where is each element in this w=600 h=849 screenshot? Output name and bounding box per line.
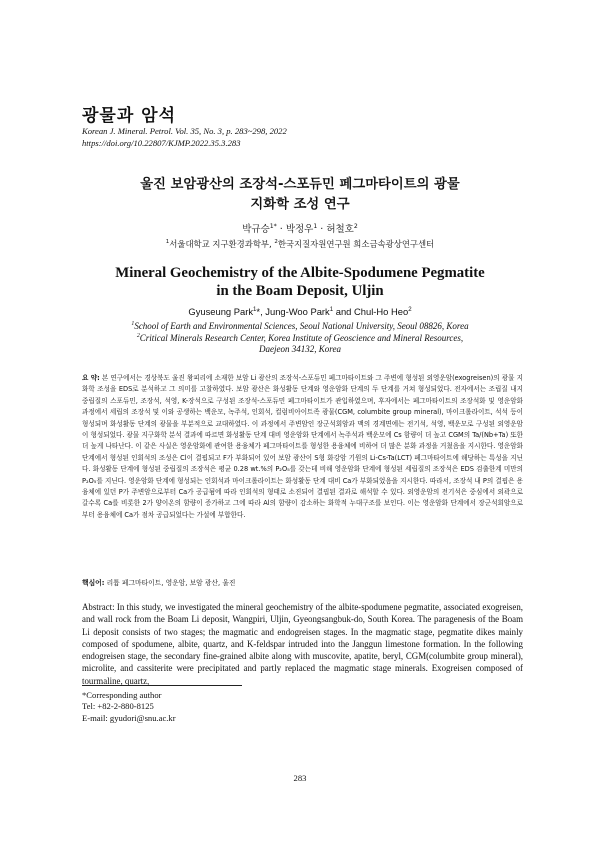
author-name: 박정우 (285, 224, 314, 235)
authors-english (0, 306, 600, 317)
citation-line: Korean J. Mineral. Petrol. Vol. 35, No. 3, p. 283~298, 2022 (82, 126, 287, 136)
footnote-line: Tel: +82-2-880-8125 (82, 701, 154, 712)
author-mark: 1 (313, 222, 318, 230)
page-number: 283 (293, 773, 307, 783)
footnote (82, 690, 176, 724)
title-english-line1: Mineral Geochemistry of the Albite-Spodumene Pegmatite (115, 265, 485, 281)
author-name: 박규승 (242, 224, 270, 235)
affiliation-text: 서울대학교 지구환경과학부, (169, 239, 275, 249)
keywords-korean (82, 577, 523, 587)
affiliation-korean (0, 238, 600, 250)
affiliation-mark: 1 (165, 239, 170, 246)
affiliation-line (0, 321, 600, 333)
author-mark: 2 (408, 305, 412, 313)
author-separator: · (317, 224, 327, 235)
author-mark: 1 (329, 305, 334, 313)
affiliation-english (0, 321, 600, 356)
keywords-body: 리튬 페그마타이트, 영운암, 보암 광산, 울진 (104, 579, 236, 587)
author-name: Chul-Ho Heo (354, 306, 409, 317)
abstract-english-label: Abstract: (82, 602, 115, 612)
affiliation-line: Daejeon 34132, Korea (259, 344, 341, 354)
author-separator: and (333, 306, 354, 317)
abstract-korean (82, 373, 523, 521)
author-separator: · (276, 224, 286, 235)
affiliation-text: Critical Minerals Research Center, Korea Institute of Geoscience and Mineral Resources, (139, 332, 464, 343)
author-mark: 1* (269, 222, 277, 230)
footnote-line: *Corresponding author (82, 690, 162, 700)
abstract-english (82, 601, 523, 687)
authors-korean (0, 221, 600, 235)
affiliation-mark: 2 (274, 239, 278, 246)
affiliation-mark: 2 (136, 332, 140, 339)
title-english (0, 265, 600, 300)
abstract-korean-label: 요 약: (82, 374, 100, 382)
affiliation-line (0, 333, 600, 345)
author-separator: , (260, 306, 266, 317)
title-korean (0, 175, 600, 215)
title-english-line2: in the Boam Deposit, Uljin (216, 282, 384, 299)
footnote-email[interactable]: E-mail: gyudori@snu.ac.kr (82, 712, 176, 723)
abstract-english-body: In this study, we investigated the mineral geochemistry of the albite-spodumene pegmatite, associated exogreisen, and wall rock from the Boam Li deposit, Wangpiri, Uljin, Gyeongsangbuk-do, South Korea. The paragenesis of the Boam Li deposit consists of two stages; the magmatic and endogreisen stages. In the magmatic stage, pegmatite dikes mainly composed of spodumene, albite, quartz, and K-feldspar intruded into the Janggun limestone formation. In the following endogreisen stage, the secondary fine-grained albite along with muscovite, apatite, beryl, CGM(columbite group mineral), microlite, and cassiterite were precipitated and partly replaced the magmatic stage minerals. Exogreisen composed of tourmaline, quartz, (82, 602, 523, 686)
citation (82, 126, 287, 149)
journal-name: 광물과 암석 (82, 106, 177, 126)
doi-link[interactable]: https://doi.org/10.22807/KJMP.2022.35.3.283 (82, 137, 241, 148)
author-name: 허철호 (326, 224, 354, 235)
author-name: Gyuseung Park (188, 306, 254, 317)
abstract-korean-body: 본 연구에서는 경상북도 울진 왕피리에 소재한 보암 Li 광산의 조장석-스포듀민 페그마타이트와 그 주변에 형성된 외영운암(exogreisen)의 광물 지화학 조성을 EDS로 분석하고 그 의미를 고찰하였다. 보암 광산은 화성활동 단계와 영운암화 단계의 두 단계를 거쳐 형성되었다. 전자에서는 조립질 내지 중립질의 스포듀민, 조장석, 석영, K-장석으로 구성된 조장석-스포듀민 페그마타이트가 관입하였으며, 후자에서는 페그마타이트의 조장석화 및 영운암화 과정에서 세립의 조장석 및 이와 공생하는 백운모, 녹주석, 인회석, 컬럼비아이트족 광물(CGM, columbite group mineral), 마이크롤라이트, 석석 등이 형성되며 화성활동 단계의 광물을 부분적으로 교대하였다. 이 과정에서 주변암인 장군석회암과 맥의 경계면에는 전기석, 석영, 백운모로 구성된 외영운암이 형성되었다. 광물 지구화학 분석 결과에 따르면 화성활동 단계 대비 영운암화 단계에서 녹주석과 백운모에 Cs 함량이 더 높고 CGM의 Ta/(Nb+Ta) 또한 더 높게 나타난다. 이 같은 사실은 영운암화에 관여한 용융체가 페그마타이트를 형성한 용융체에 비하여 더 많은 분화 과정을 거쳤음을 지시한다. 영운암화 단계에서 형성된 인회석의 조성은 Cl이 결핍되고 F가 부화되어 있어 보암 광산이 S형 화강암 기원의 Li-Cs-Ta(LCT) 페그마타이트에 해당하는 특성을 지닌다. 화성활동 단계에 형성된 중립질의 조장석은 평균 0.28 wt.%의 P₂O₅를 갖는데 비해 영운암화 단계에 형성된 세립질의 조장석은 EDS 검출한계 미만의 P₂O₅를 지닌다. 영운암화 단계에 형성되는 인회석과 마이크롤라이트는 화성활동 단계 대비 Ca가 부화되었음을 지시한다. 따라서, 조장석 내 P의 결핍은 용융체에 있던 P가 주변암으로부터 Ca가 공급됨에 따라 인회석의 형태로 소진되어 결핍된 결과로 해석할 수 있다. 외영운암의 전기석은 중심에서 외곽으로 갈수록 Ca를 비롯한 2가 양이온의 함량이 증가하고 그에 따라 Al의 함량이 감소하는 화학적 누대구조를 보인다. 이는 영운암화 단계에서 장군석회암으로부터 용융체에 Ca가 점차 공급되었다는 가설에 부합한다. (82, 374, 524, 519)
corresponding-mark: * (256, 306, 261, 317)
footnote-divider (82, 685, 242, 686)
author-mark: 1 (253, 305, 257, 313)
title-korean-line2: 지화학 조성 연구 (250, 197, 350, 212)
keywords-label: 핵심어: (82, 579, 105, 587)
author-name: Jung-Woo Park (265, 306, 330, 317)
title-korean-line1: 울진 보암광산의 조장석-스포듀민 페그마타이트의 광물 (140, 177, 460, 192)
affiliation-mark: 1 (131, 321, 135, 327)
author-mark: 2 (353, 222, 358, 230)
affiliation-text: 한국지질자원연구원 희소금속광상연구센터 (277, 239, 435, 249)
affiliation-text: School of Earth and Environmental Sciences, Seoul National University, Seoul 08826, Korea (134, 321, 469, 331)
